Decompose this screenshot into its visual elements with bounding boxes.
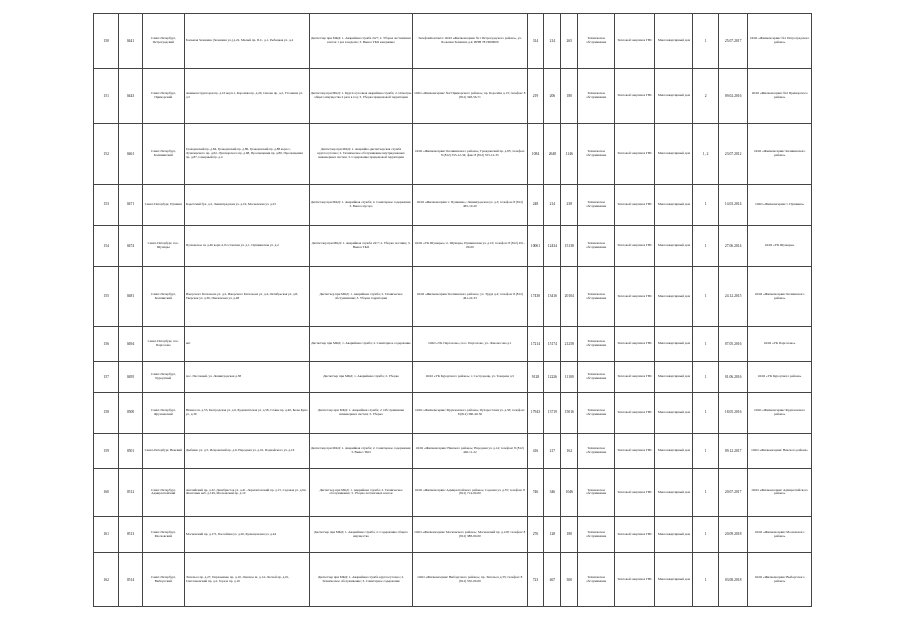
- cell-n: 152: [94, 124, 119, 184]
- cell-service: Техническое обслуживание: [578, 362, 615, 392]
- cell-code: 0495: [119, 362, 142, 392]
- cell-city: Санкт-Петербург, Пушкин: [142, 184, 184, 225]
- cell-code: 0441: [119, 14, 142, 69]
- cell-service: Техническое обслуживание: [578, 433, 615, 468]
- cell-addresses: Пулковское ш. д.40 корп.4, Ростовская ул. д.1, Пушкинская ул. д.2: [184, 225, 309, 266]
- cell-energy: Тепловой энергии и ГВС: [615, 468, 655, 516]
- cell-org: ООО «Жилкомсервис №1 Петроградского района»: [748, 14, 812, 69]
- cell-addresses: Кадетский бул. д.2, Ленинградская ул. д.19, Московская ул. д.25: [184, 184, 309, 225]
- cell-code: 0494: [119, 327, 142, 362]
- cell-schedule: Диспетчер при МКД: 1. Аварийная служба; 2. Обслуживание инженерных систем; 3. Уборка: [309, 392, 413, 433]
- cell-schedule: Диспетчер при МКД: 1. Аварийно-диспетчерская служба круглосуточно; 2. Техническое обслуживание внутридомовых инженерных систем; 3. Содержание придомовой территории: [309, 124, 413, 184]
- table-row: [94, 69, 812, 124]
- cell-city: Санкт-Петербург, Петроградский: [142, 14, 184, 69]
- cell-energy: Тепловой энергии и ГВС: [615, 184, 655, 225]
- cell-n: 155: [94, 266, 119, 326]
- cell-v1: 17430: [527, 266, 544, 326]
- cell-n: 158: [94, 392, 119, 433]
- cell-service: Техническое обслуживание: [578, 225, 615, 266]
- cell-mgr: Многоквартирный дом: [655, 69, 693, 124]
- cell-v3: 21258: [561, 327, 578, 362]
- cell-code: 0500: [119, 392, 142, 433]
- cell-ft: 1, 2: [693, 124, 718, 184]
- cell-v1: 17214: [527, 327, 544, 362]
- cell-schedule: Диспетчер при МКД: 1. Аварийная служба 24/7; 2. Уборка лестниц; 3. Вывоз ТКО: [309, 225, 413, 266]
- cell-addresses: Дыбенко ул. д.5, Искровский пр. д.6, Народная ул. д.10, Подвойского ул. д.16: [184, 433, 309, 468]
- table-row: [94, 468, 812, 516]
- cell-v2: 214: [544, 14, 561, 69]
- cell-date: 14.03.2014: [718, 184, 748, 225]
- cell-date: 03.08.2018: [718, 553, 748, 607]
- cell-schedule: Диспетчер при МКД: 1. Аварийная служба; 2. Санитарное содержание; 3. Вывоз мусора: [309, 184, 413, 225]
- cell-schedule: Диспетчер при МКД: 1. Аварийная служба; 2. Санитарное содержание; 3. Вывоз ТКО: [309, 433, 413, 468]
- cell-date: 27.06.2014: [718, 225, 748, 266]
- cell-v3: 180: [561, 69, 578, 124]
- cell-v1: 723: [527, 553, 544, 607]
- registry-body: [94, 14, 812, 607]
- cell-contacts: ООО «Жилкомсервис №2 Приморского района»; пр. Королёва д.13; телефон: 8 (812) 348-56-71: [413, 69, 527, 124]
- cell-schedule: Диспетчер при МКД: 1. Аварийная служба; 2. Техническое обслуживание; 3. Уборка территории: [309, 266, 413, 326]
- cell-v2: 15174: [544, 327, 561, 362]
- cell-contacts: ООО «УК Парголово»; пос. Парголово, ул. Ломоносова д.1: [413, 327, 527, 362]
- cell-city: Санкт-Петербург, Адмиралтейский: [142, 468, 184, 516]
- cell-energy: Тепловой энергии и ГВС: [615, 225, 655, 266]
- cell-city: Санкт-Петербург, Калининский: [142, 124, 184, 184]
- cell-mgr: Многоквартирный дом: [655, 517, 693, 553]
- cell-org: ООО «Жилкомсервис Колпинского района»: [748, 266, 812, 326]
- cell-org: ООО «Жилкомсервис Калининского района»: [748, 124, 812, 184]
- cell-ft: 1: [693, 553, 718, 607]
- cell-schedule: Диспетчер при МКД: 1. Аварийная служба круглосуточно; 2. Техническое обслуживание; 3. Санитарное содержание: [309, 553, 413, 607]
- cell-contacts: ООО «Жилкомсервис Невского района»; Народная ул. д.14; телефон: 8 (812) 446-11-22: [413, 433, 527, 468]
- cell-v1: 248: [527, 184, 544, 225]
- cell-mgr: Многоквартирный дом: [655, 225, 693, 266]
- cell-mgr: Многоквартирный дом: [655, 184, 693, 225]
- table-row: [94, 392, 812, 433]
- cell-ft: 1: [693, 392, 718, 433]
- cell-service: Техническое обслуживание: [578, 69, 615, 124]
- cell-code: 0461: [119, 124, 142, 184]
- cell-n: 154: [94, 225, 119, 266]
- cell-addresses: Большая Зеленина (Зеленина ул.) д.22, Малый пр. П.С. д.1, Рыбацкая ул. д.4: [184, 14, 309, 69]
- cell-mgr: Многоквартирный дом: [655, 468, 693, 516]
- cell-ft: 1: [693, 266, 718, 326]
- cell-n: 161: [94, 517, 119, 553]
- cell-n: 159: [94, 433, 119, 468]
- cell-city: Санкт-Петербург, Невский: [142, 433, 184, 468]
- cell-city: Санкт-Петербург, Выборгский: [142, 553, 184, 607]
- cell-service: Техническое обслуживание: [578, 184, 615, 225]
- cell-code: 0512: [119, 468, 142, 516]
- cell-energy: Тепловой энергии и ГВС: [615, 433, 655, 468]
- cell-v1: 10061: [527, 225, 544, 266]
- cell-contacts: ООО «УК Шушары»; п. Шушары, Пушкинская ул. д.10; телефон: 8 (812) 451-00-00: [413, 225, 527, 266]
- cell-n: 153: [94, 184, 119, 225]
- cell-contacts: ООО «Жилкомсервис Калининского района»; Гражданский пр. д.83; телефон: 8 (812) 555-12-34; факс 8 (812) 555-12-35: [413, 124, 527, 184]
- cell-mgr: Многоквартирный дом: [655, 433, 693, 468]
- cell-v3: 15138: [561, 225, 578, 266]
- cell-n: 160: [94, 468, 119, 516]
- cell-n: 157: [94, 362, 119, 392]
- cell-v2: 13416: [544, 266, 561, 326]
- cell-contacts: ООО «Жилкомсервис г. Пушкина»; Ленинградская ул. д.3; телефон: 8 (812) 465-10-20: [413, 184, 527, 225]
- table-row: [94, 14, 812, 69]
- cell-code: 0443: [119, 69, 142, 124]
- cell-org: ООО «Жилкомсервис Фрунзенского района»: [748, 392, 812, 433]
- cell-code: 0514: [119, 553, 142, 607]
- cell-v1: 17943: [527, 392, 544, 433]
- cell-ft: 1: [693, 362, 718, 392]
- cell-service: Техническое обслуживание: [578, 517, 615, 553]
- cell-contacts: ООО «Жилкомсервис Фрунзенского района»; Бухарестская ул. д.50; телефон: 8 (812) 360-40-50: [413, 392, 527, 433]
- cell-contacts: ООО «Жилкомсервис Московского района»; Московский пр. д.129; телефон: 8 (812) 388-00-00: [413, 517, 527, 553]
- cell-n: 156: [94, 327, 119, 362]
- cell-v2: 346: [544, 468, 561, 516]
- cell-ft: 1: [693, 225, 718, 266]
- cell-v3: 15016: [561, 392, 578, 433]
- cell-city: Санкт-Петербург, Московский: [142, 517, 184, 553]
- cell-addresses: Энгельса пр. д.27, Пархоменко пр. д.10, Ланское ш. д.14, Лесной пр. д.61, Светлановский пр. д.2, Тореза пр. д.16: [184, 553, 309, 607]
- cell-energy: Тепловой энергии и ГВС: [615, 517, 655, 553]
- cell-v2: 128: [544, 517, 561, 553]
- cell-energy: Тепловой энергии и ГВС: [615, 362, 655, 392]
- cell-n: 150: [94, 14, 119, 69]
- cell-v1: 219: [527, 69, 544, 124]
- cell-schedule: Диспетчер при МКД: 1. Круглосуточная аварийная служба; 2. Осмотры общего имущества 2 раза в год; 3. Уборка придомовой территории: [309, 69, 413, 124]
- cell-city: Санкт-Петербург, пос. Парголово: [142, 327, 184, 362]
- cell-v2: 2648: [544, 124, 561, 184]
- cell-org: ООО «УК Парголово»: [748, 327, 812, 362]
- cell-date: 09.02.2016: [718, 69, 748, 124]
- table-row: [94, 124, 812, 184]
- cell-ft: 1: [693, 327, 718, 362]
- cell-date: 01.06.2016: [718, 362, 748, 392]
- cell-v2: 217: [544, 433, 561, 468]
- cell-date: 25.07.2017: [718, 14, 748, 69]
- cell-energy: Тепловой энергии и ГВС: [615, 124, 655, 184]
- cell-city: Санкт-Петербург, Приморский: [142, 69, 184, 124]
- cell-v1: 1084: [527, 124, 544, 184]
- cell-v3: 265: [561, 14, 578, 69]
- cell-contacts: ООО «Жилкомсервис Выборгского района»; пр. Энгельса д.33; телефон: 8 (812) 550-00-00: [413, 553, 527, 607]
- cell-code: 0501: [119, 433, 142, 468]
- cell-mgr: Многоквартирный дом: [655, 553, 693, 607]
- cell-date: 24.12.2015: [718, 266, 748, 326]
- cell-code: 0513: [119, 517, 142, 553]
- table-row: [94, 327, 812, 362]
- cell-addresses: нет: [184, 327, 309, 362]
- cell-addresses: Гражданский пр. д.84, Гражданский пр. д.86, Гражданский пр. д.88 корп.1, Луначарского пр. д.62, Луначарского пр. д.68, Просвещения пр. д.80, Просвещения пр. д.87, Северный пр. д.4: [184, 124, 309, 184]
- cell-mgr: Многоквартирный дом: [655, 392, 693, 433]
- cell-date: 09.12.2017: [718, 433, 748, 468]
- cell-date: 23.07.2012: [718, 124, 748, 184]
- cell-energy: Тепловой энергии и ГВС: [615, 327, 655, 362]
- cell-org: ООО «Жилкомсервис Невского района»: [748, 433, 812, 468]
- table-row: [94, 225, 812, 266]
- cell-date: 20.07.2017: [718, 468, 748, 516]
- cell-code: 0481: [119, 266, 142, 326]
- cell-code: 0474: [119, 225, 142, 266]
- cell-city: Санкт-Петербург, Фрунзенский: [142, 392, 184, 433]
- table-row: [94, 433, 812, 468]
- table-row: [94, 517, 812, 553]
- cell-schedule: Диспетчер при МКД: 1. Аварийная служба; 2. Содержание общего имущества: [309, 517, 413, 553]
- cell-date: 18.05.2016: [718, 392, 748, 433]
- cell-date: 07.05.2016: [718, 327, 748, 362]
- cell-org: ООО «УК Шушары»: [748, 225, 812, 266]
- cell-v1: 746: [527, 468, 544, 516]
- cell-addresses: Московский пр. д.171, Бассейная ул. д.20, Кузнецовская ул. д.44: [184, 517, 309, 553]
- cell-ft: 1: [693, 433, 718, 468]
- cell-v3: 238: [561, 184, 578, 225]
- cell-org: ООО «Жилкомсервис №2 Приморского района»: [748, 69, 812, 124]
- cell-n: 151: [94, 69, 119, 124]
- cell-ft: 2: [693, 69, 718, 124]
- cell-v2: 13719: [544, 392, 561, 433]
- cell-mgr: Многоквартирный дом: [655, 266, 693, 326]
- cell-addresses: Английский пр. д.32, Декабристов ул. д.41, Лермонтовский пр. д.15, Садовая ул. д.62, Фонтанки наб. д.149, Московский пр. д.10: [184, 468, 309, 516]
- cell-code: 0471: [119, 184, 142, 225]
- cell-energy: Тепловой энергии и ГВС: [615, 14, 655, 69]
- cell-mgr: Многоквартирный дом: [655, 362, 693, 392]
- cell-org: ООО «Жилкомсервис Московского района»: [748, 517, 812, 553]
- cell-city: Санкт-Петербург, Курортный: [142, 362, 184, 392]
- cell-org: ООО «УК Курортного района»: [748, 362, 812, 392]
- cell-city: Санкт-Петербург, пос. Шушары: [142, 225, 184, 266]
- cell-schedule: Диспетчер при МКД: 1. Аварийная служба; 2. Техническое обслуживание; 3. Уборка лестничных клеток: [309, 468, 413, 516]
- cell-contacts: ТелефонКонтакта: ООО «Жилкомсервис №1 Петроградского района», ул. Большая Зеленина д.4; ИНН 7813000000: [413, 14, 527, 69]
- cell-mgr: Многоквартирный дом: [655, 14, 693, 69]
- cell-service: Техническое обслуживание: [578, 14, 615, 69]
- cell-addresses: Южное ш. д.55, Белградская ул. д.6, Будапештская ул. д.58, Славы пр. д.40, Белы Куна ул. д.30: [184, 392, 309, 433]
- cell-org: ООО «Жилкомсервис Адмиралтейского района»: [748, 468, 812, 516]
- cell-mgr: Многоквартирный дом: [655, 327, 693, 362]
- cell-v3: 20104: [561, 266, 578, 326]
- cell-addresses: пос. Песочный, ул. Ленинградская д.58: [184, 362, 309, 392]
- cell-v2: 206: [544, 69, 561, 124]
- cell-v2: 467: [544, 553, 561, 607]
- cell-v2: 12434: [544, 225, 561, 266]
- cell-schedule: Диспетчер при МКД: 1. Аварийная служба; 2. Уборка: [309, 362, 413, 392]
- cell-service: Техническое обслуживание: [578, 124, 615, 184]
- cell-energy: Тепловой энергии и ГВС: [615, 266, 655, 326]
- registry-table: [93, 13, 812, 607]
- cell-n: 162: [94, 553, 119, 607]
- cell-service: Техническое обслуживание: [578, 327, 615, 362]
- cell-v1: 314: [527, 14, 544, 69]
- cell-v3: 162: [561, 433, 578, 468]
- cell-service: Техническое обслуживание: [578, 553, 615, 607]
- cell-service: Техническое обслуживание: [578, 266, 615, 326]
- cell-energy: Тепловой энергии и ГВС: [615, 392, 655, 433]
- cell-org: ООО «Жилкомсервис Выборгского района»: [748, 553, 812, 607]
- cell-service: Техническое обслуживание: [578, 468, 615, 516]
- cell-schedule: Диспетчер при МКД: 1. Аварийная служба; 2. Санитарное содержание: [309, 327, 413, 362]
- cell-mgr: Многоквартирный дом: [655, 124, 693, 184]
- cell-v3: 300: [561, 553, 578, 607]
- cell-v3: 11100: [561, 362, 578, 392]
- cell-addresses: Ижорского Батальона ул. д.2, Ижорского Батальона ул. д.4, Октябрьская ул. д.8, Тверская ул. д.36, Павловская ул. д.48: [184, 266, 309, 326]
- cell-org: ООО «Жилкомсервис г. Пушкина»: [748, 184, 812, 225]
- cell-v1: 9128: [527, 362, 544, 392]
- cell-v1: 416: [527, 433, 544, 468]
- cell-addresses: Авиаконструкторов пр. д.10 корп.1, Королёва пр. д.29, Сизова пр. д.2, Уточкина ул. д.5: [184, 69, 309, 124]
- cell-v2: 214: [544, 184, 561, 225]
- cell-energy: Тепловой энергии и ГВС: [615, 553, 655, 607]
- cell-v3: 180: [561, 517, 578, 553]
- cell-ft: 1: [693, 184, 718, 225]
- cell-energy: Тепловой энергии и ГВС: [615, 69, 655, 124]
- cell-schedule: Диспетчер при МКД: 1. Аварийная служба 24/7; 2. Уборка лестничных клеток 1 раз в неделю; 3. Вывоз ТКО ежедневно: [309, 14, 413, 69]
- cell-service: Техническое обслуживание: [578, 392, 615, 433]
- table-row: [94, 184, 812, 225]
- cell-city: Санкт-Петербург, Колпинский: [142, 266, 184, 326]
- cell-ft: 1: [693, 14, 718, 69]
- cell-v1: 276: [527, 517, 544, 553]
- table-row: [94, 362, 812, 392]
- cell-ft: 1: [693, 517, 718, 553]
- table-row: [94, 266, 812, 326]
- cell-v2: 12226: [544, 362, 561, 392]
- cell-v3: 1046: [561, 468, 578, 516]
- cell-contacts: ООО «Жилкомсервис Колпинского района»; ул. Труда д.4; телефон: 8 (812) 461-22-33: [413, 266, 527, 326]
- cell-date: 20.09.2018: [718, 517, 748, 553]
- cell-v3: 1146: [561, 124, 578, 184]
- cell-ft: 1: [693, 468, 718, 516]
- cell-contacts: ООО «УК Курортного района»; г. Сестрорецк, ул. Токарева д.5: [413, 362, 527, 392]
- cell-contacts: ООО «Жилкомсервис Адмиралтейского района»; Садовая ул. д.55; телефон: 8 (812) 714-00-00: [413, 468, 527, 516]
- table-row: [94, 553, 812, 607]
